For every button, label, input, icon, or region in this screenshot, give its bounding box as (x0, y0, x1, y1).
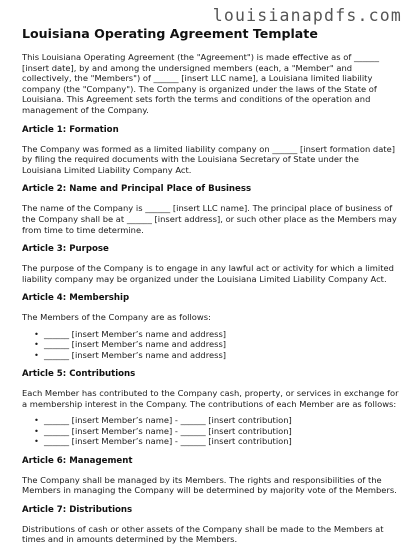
article-2-heading: Article 2: Name and Principal Place of Business (22, 184, 252, 195)
list-item-text: ______ [insert Member’s name] - ______ [insert contribution] (44, 425, 292, 436)
member-list (22, 329, 400, 360)
article-7-heading: Article 7: Distributions (22, 504, 133, 515)
list-item (34, 415, 400, 425)
article-4-text: The Members of the Company are as follows: (22, 312, 211, 323)
article-1-text: The Company was formed as a limited liability company on ______ [insert formation date] by filing the required documents with the Louisiana Secretary of State under the Louisiana Limited Liability Company Act. (22, 143, 395, 175)
list-item (34, 436, 400, 446)
article-3-text: The purpose of the Company is to engage in any lawful act or activity for which a limited liability company may be organized under the Louisiana Limited Liability Company Act. (22, 263, 394, 284)
list-item (34, 329, 400, 339)
list-item-text: ______ [insert Member’s name and address] (44, 328, 227, 339)
list-item-text: ______ [insert Member’s name] - ______ [insert contribution] (44, 436, 292, 447)
document-title: Louisiana Operating Agreement Template (22, 26, 318, 41)
list-item (34, 426, 400, 436)
article-2-text: The name of the Company is ______ [insert LLC name]. The principal place of business of the Company shall be at ______ [insert address], or such other place as the Members may from time to time determine. (22, 203, 397, 235)
list-item-text: ______ [insert Member’s name and address] (44, 339, 227, 350)
intro-paragraph: This Louisiana Operating Agreement (the "Agreement") is made effective as of ______ [insert date], by and among the undersigned members (each, a "Member" and collectively, the "Members") of ______ [insert LLC name], a Louisiana limited liability company (the "Company"). The Company is organized under the laws of the State of Louisiana. This Agreement sets forth the terms and conditions of the operation and management of the Company. (22, 52, 380, 115)
article-5-text: Each Member has contributed to the Company cash, property, or services in exchange for a membership interest in the Company. The contributions of each Member are as follows: (22, 388, 399, 409)
list-item-text: ______ [insert Member’s name and address] (44, 349, 227, 360)
bullet-icon: • (34, 436, 39, 447)
site-brand: louisianapdfs.com (212, 6, 402, 25)
bullet-icon: • (34, 339, 39, 350)
bullet-icon: • (34, 425, 39, 436)
bullet-icon: • (34, 328, 39, 339)
article-3-heading: Article 3: Purpose (22, 244, 109, 255)
article-4-heading: Article 4: Membership (22, 293, 130, 304)
bullet-icon: • (34, 415, 39, 426)
list-item (34, 339, 400, 349)
article-6-heading: Article 6: Management (22, 455, 133, 466)
article-1-heading: Article 1: Formation (22, 124, 119, 135)
document-body (22, 26, 400, 554)
contribution-list (22, 415, 400, 446)
list-item (34, 350, 400, 360)
article-6-text: The Company shall be managed by its Members. The rights and responsibilities of the Members in managing the Company will be determined by majority vote of the Members. (22, 474, 397, 496)
article-7-text: Distributions of cash or other assets of the Company shall be made to the Members at times and in amounts determined by the Members. (22, 523, 384, 545)
article-5-heading: Article 5: Contributions (22, 369, 136, 380)
bullet-icon: • (34, 349, 39, 360)
list-item-text: ______ [insert Member’s name] - ______ [insert contribution] (44, 415, 292, 426)
